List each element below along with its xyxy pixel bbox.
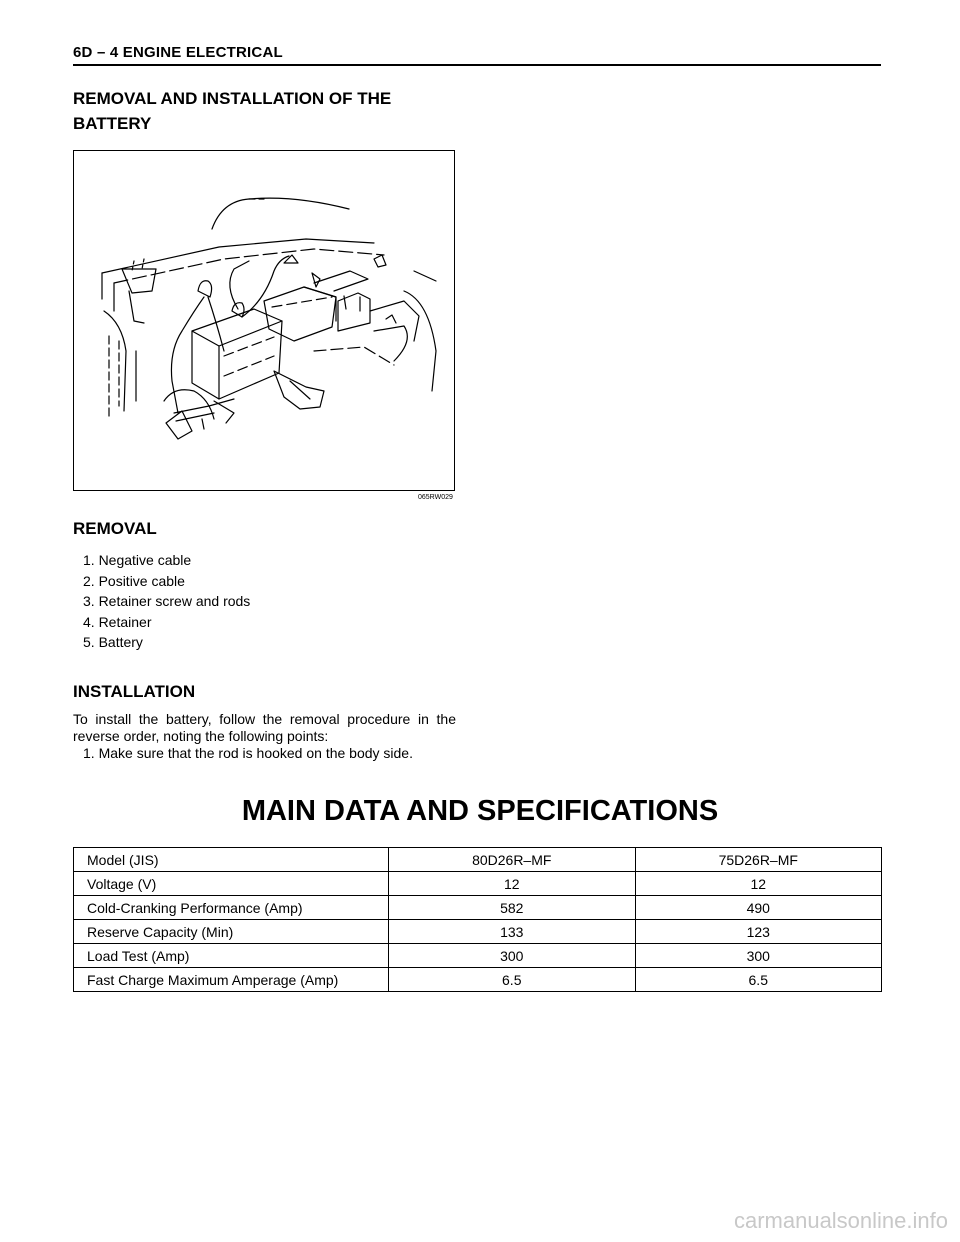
table-cell: 12 bbox=[635, 872, 882, 896]
table-cell: Fast Charge Maximum Amperage (Amp) bbox=[74, 968, 389, 992]
list-item: 3. Retainer screw and rods bbox=[83, 593, 251, 609]
installation-heading: INSTALLATION bbox=[73, 682, 196, 701]
page-header: 6D – 4 ENGINE ELECTRICAL bbox=[73, 44, 881, 66]
list-item: 2. Positive cable bbox=[83, 572, 185, 589]
table-cell: 80D26R–MF bbox=[389, 848, 635, 872]
table-cell: 133 bbox=[389, 920, 635, 944]
table-cell: Voltage (V) bbox=[74, 872, 389, 896]
watermark: carmanualsonline.info bbox=[733, 1208, 948, 1233]
battery-engine-bay-illustration bbox=[74, 151, 454, 490]
table-cell: 75D26R–MF bbox=[635, 848, 882, 872]
table-cell: Model (JIS) bbox=[74, 848, 389, 872]
table-cell: 6.5 bbox=[635, 968, 882, 992]
removal-heading: REMOVAL bbox=[73, 519, 157, 538]
battery-figure bbox=[73, 150, 455, 491]
table-cell: 6.5 bbox=[389, 968, 635, 992]
specs-table bbox=[73, 847, 882, 992]
table-row bbox=[74, 848, 882, 872]
table-cell: 300 bbox=[635, 944, 882, 968]
table-cell: 12 bbox=[389, 872, 635, 896]
table-row bbox=[74, 896, 882, 920]
removal-list bbox=[83, 550, 250, 653]
list-item: 4. Retainer bbox=[83, 613, 152, 630]
table-cell: Reserve Capacity (Min) bbox=[74, 920, 389, 944]
list-item: 5. Battery bbox=[83, 634, 143, 650]
list-item: 1. Negative cable bbox=[83, 552, 192, 568]
installation-step: 1. Make sure that the rod is hooked on the body side. bbox=[83, 745, 413, 761]
table-cell: 123 bbox=[635, 920, 882, 944]
installation-text: To install the battery, follow the removal procedure in the reverse order, noting the following points: bbox=[73, 711, 456, 744]
specs-title: MAIN DATA AND SPECIFICATIONS bbox=[241, 795, 719, 827]
table-row bbox=[74, 968, 882, 992]
table-row bbox=[74, 872, 882, 896]
table-row bbox=[74, 944, 882, 968]
table-cell: Cold-Cranking Performance (Amp) bbox=[74, 896, 389, 920]
page-title: REMOVAL AND INSTALLATION OF THE BATTERY bbox=[73, 89, 392, 133]
table-cell: 490 bbox=[635, 896, 882, 920]
table-cell: 300 bbox=[389, 944, 635, 968]
table-cell: 582 bbox=[389, 896, 635, 920]
figure-code: 065RW029 bbox=[418, 494, 453, 501]
table-cell: Load Test (Amp) bbox=[74, 944, 389, 968]
table-row bbox=[74, 920, 882, 944]
